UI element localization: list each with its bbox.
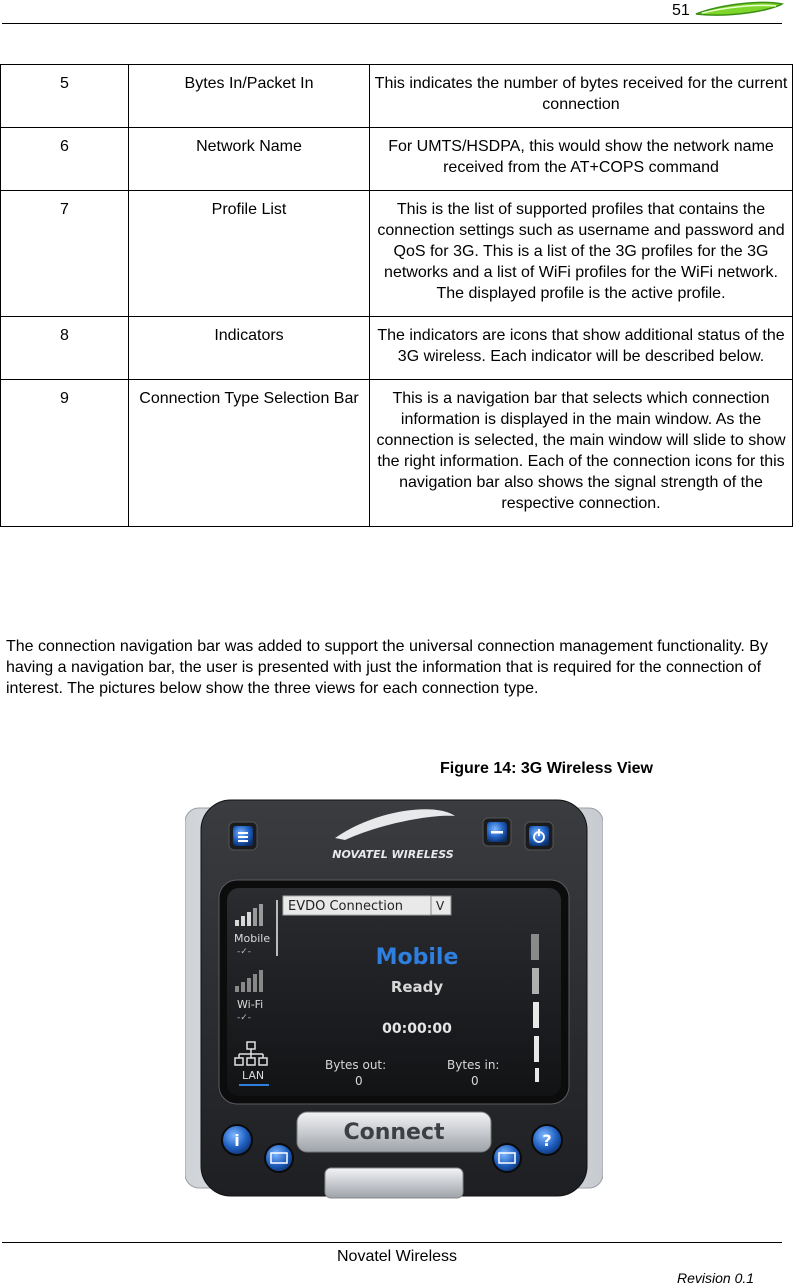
row-description: This is a navigation bar that selects which connection information is displayed in the main window. As the connection is selected, the main window will slide to show the right information. Each of the connection icons for this navigation bar also shows the signal strength of the respective connection.: [370, 380, 793, 527]
svg-text:EVDO Connection: EVDO Connection: [288, 899, 404, 914]
row-name: Connection Type Selection Bar: [129, 380, 370, 527]
row-number: 6: [1, 128, 129, 191]
status-title: Mobile: [375, 945, 459, 970]
page-number: 51: [672, 2, 690, 19]
table-row: [1, 380, 793, 527]
top-rule: [2, 23, 782, 24]
row-description: For UMTS/HSDPA, this would show the network name received from the AT+COPS command: [370, 128, 793, 191]
dropdown-icon: V: [436, 899, 445, 913]
row-name: Indicators: [129, 317, 370, 380]
svg-text:-✓-: -✓-: [237, 1013, 252, 1023]
help-button[interactable]: [532, 1125, 562, 1155]
description-table: [0, 64, 793, 527]
row-name: Network Name: [129, 128, 370, 191]
device-screenshot: [185, 796, 603, 1204]
info-button[interactable]: [222, 1125, 252, 1155]
status-text: Ready: [390, 978, 444, 996]
row-name: Bytes In/Packet In: [129, 65, 370, 128]
table-row: [1, 128, 793, 191]
connection-timer: 00:00:00: [382, 1021, 452, 1037]
logo-swoosh-icon: [692, 0, 784, 20]
table-row: [1, 317, 793, 380]
connect-button[interactable]: [297, 1112, 491, 1152]
bytes-out-value: 0: [355, 1074, 363, 1088]
row-number: 7: [1, 191, 129, 317]
row-number: 8: [1, 317, 129, 380]
profile-select[interactable]: [283, 896, 451, 915]
row-description: The indicators are icons that show additional status of the 3G wireless. Each indicator will be described below.: [370, 317, 793, 380]
bottom-rule: [2, 1242, 782, 1243]
sms-button[interactable]: [265, 1144, 293, 1172]
minimize-icon: [491, 831, 503, 834]
table-row: [1, 191, 793, 317]
power-button[interactable]: [525, 822, 553, 850]
row-number: 9: [1, 380, 129, 527]
svg-text:Mobile: Mobile: [234, 932, 271, 945]
minimize-button[interactable]: [483, 818, 511, 846]
figure-caption: Figure 14: 3G Wireless View: [440, 760, 653, 777]
menu-button[interactable]: [229, 822, 257, 850]
table-row: [1, 65, 793, 128]
footer-revision: Revision 0.1: [677, 1270, 755, 1286]
svg-text:Wi-Fi: Wi-Fi: [237, 998, 264, 1011]
bytes-in-value: 0: [471, 1074, 479, 1088]
contacts-button[interactable]: [493, 1144, 521, 1172]
info-icon: i: [234, 1131, 240, 1150]
row-name: Profile List: [129, 191, 370, 317]
row-description: This is the list of supported profiles that contains the connection settings such as username and password and QoS for 3G. This is a list of the 3G profiles for the 3G networks and a list of WiFi profiles for the WiFi network. The displayed profile is the active profile.: [370, 191, 793, 317]
svg-text:LAN: LAN: [242, 1069, 265, 1082]
body-paragraph: The connection navigation bar was added to support the universal connection management functionality. By having a navigation bar, the user is presented with just the information that is required for the connection of interest. The pictures below show the three views for each connection type.: [6, 638, 768, 697]
svg-text:Connect: Connect: [343, 1120, 445, 1145]
svg-text:-✓-: -✓-: [237, 947, 252, 957]
menu-icon: [238, 832, 248, 834]
help-icon: ?: [542, 1131, 552, 1150]
brand-name: NOVATEL WIRELESS: [332, 848, 454, 861]
footer-company: Novatel Wireless: [336, 1248, 458, 1265]
row-number: 5: [1, 65, 129, 128]
bytes-out-label: Bytes out:: [325, 1058, 387, 1072]
row-description: This indicates the number of bytes received for the current connection: [370, 65, 793, 128]
bytes-in-label: Bytes in:: [447, 1058, 500, 1072]
